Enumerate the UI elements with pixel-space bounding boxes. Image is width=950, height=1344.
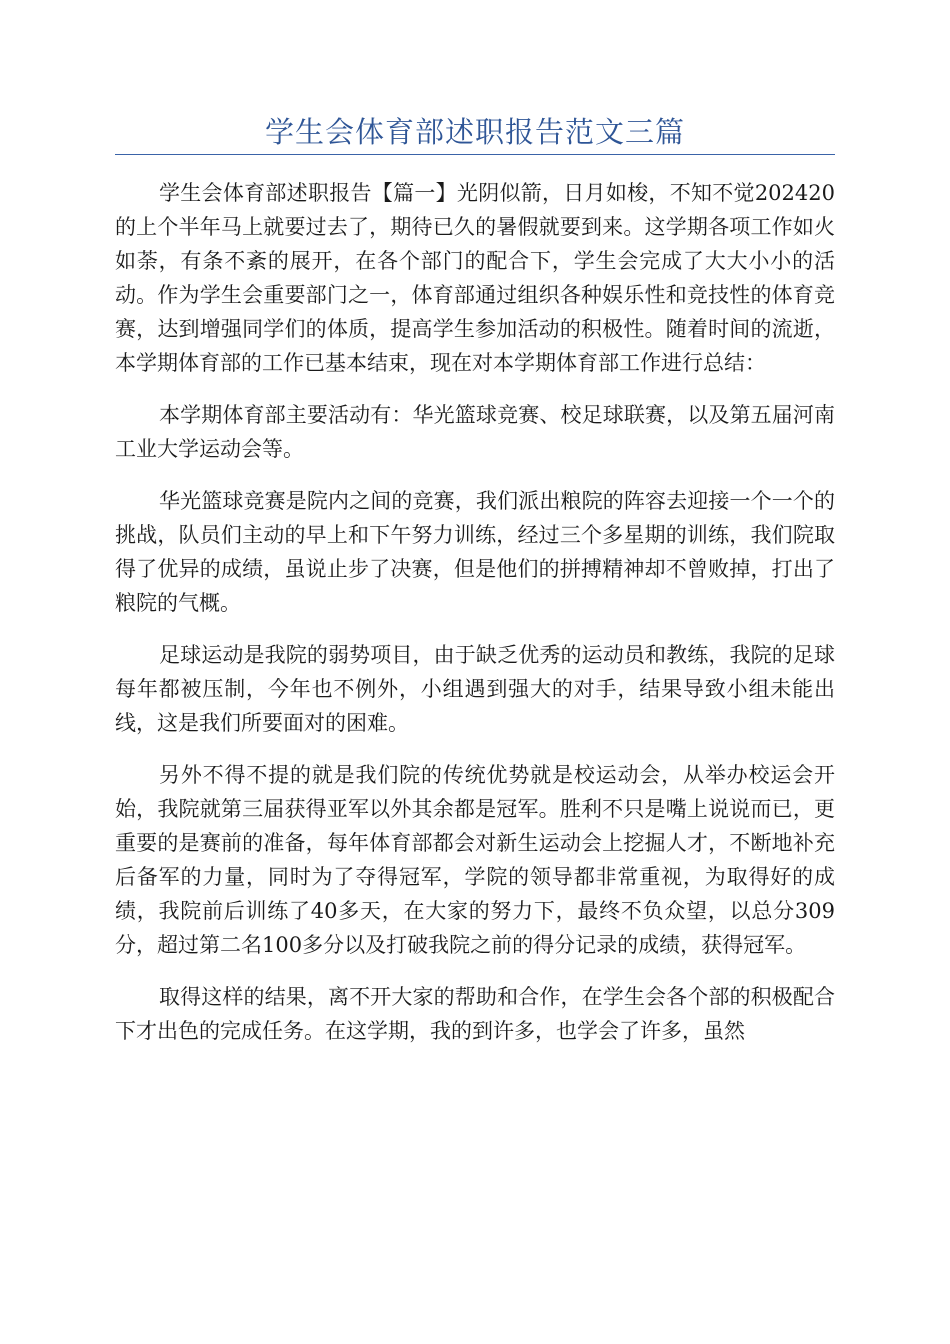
paragraph-3: 华光篮球竞赛是院内之间的竞赛，我们派出粮院的阵容去迎接一个一个的挑战，队员们主动的早上和下午努力训练，经过三个多星期的训练，我们院取得了优异的成绩，虽说止步了决赛，但是他们的拼搏精神却不曾败掉，打出了粮院的气概。 [115,489,835,615]
paragraph-1: 学生会体育部述职报告【篇一】光阴似箭，日月如梭，不知不觉202420的上个半年马上就要过去了，期待已久的暑假就要到来。这学期各项工作如火如荼，有条不紊的展开，在各个部门的配合下，学生会完成了大大小小的活动。作为学生会重要部门之一，体育部通过组织各种娱乐性和竞技性的体育竞赛，达到增强同学们的体质，提高学生参加活动的积极性。随着时间的流逝，本学期体育部的工作已基本结束，现在对本学期体育部工作进行总结： [115,181,835,375]
document-title: 学生会体育部述职报告范文三篇 [264,115,685,149]
paragraph-5: 另外不得不提的就是我们院的传统优势就是校运动会，从举办校运会开始，我院就第三届获得亚军以外其余都是冠军。胜利不只是嘴上说说而已，更重要的是赛前的准备，每年体育部都会对新生运动会上挖掘人才，不断地补充后备军的力量，同时为了夺得冠军，学院的领导都非常重视，为取得好的成绩，我院前后训练了40多天，在大家的努力下，最终不负众望，以总分309分，超过第二名100多分以及打破我院之前的得分记录的成绩，获得冠军。 [115,763,835,957]
paragraph-4: 足球运动是我院的弱势项目，由于缺乏优秀的运动员和教练，我院的足球每年都被压制，今年也不例外，小组遇到强大的对手，结果导致小组未能出线，这是我们所要面对的困难。 [115,643,835,735]
document-body [115,176,835,1066]
paragraph-2: 本学期体育部主要活动有：华光篮球竞赛、校足球联赛，以及第五届河南工业大学运动会等。 [115,403,835,461]
title-underline [115,154,835,155]
paragraph-6: 取得这样的结果，离不开大家的帮助和合作，在学生会各个部的积极配合下才出色的完成任务。在这学期，我的到许多，也学会了许多，虽然 [115,985,835,1043]
